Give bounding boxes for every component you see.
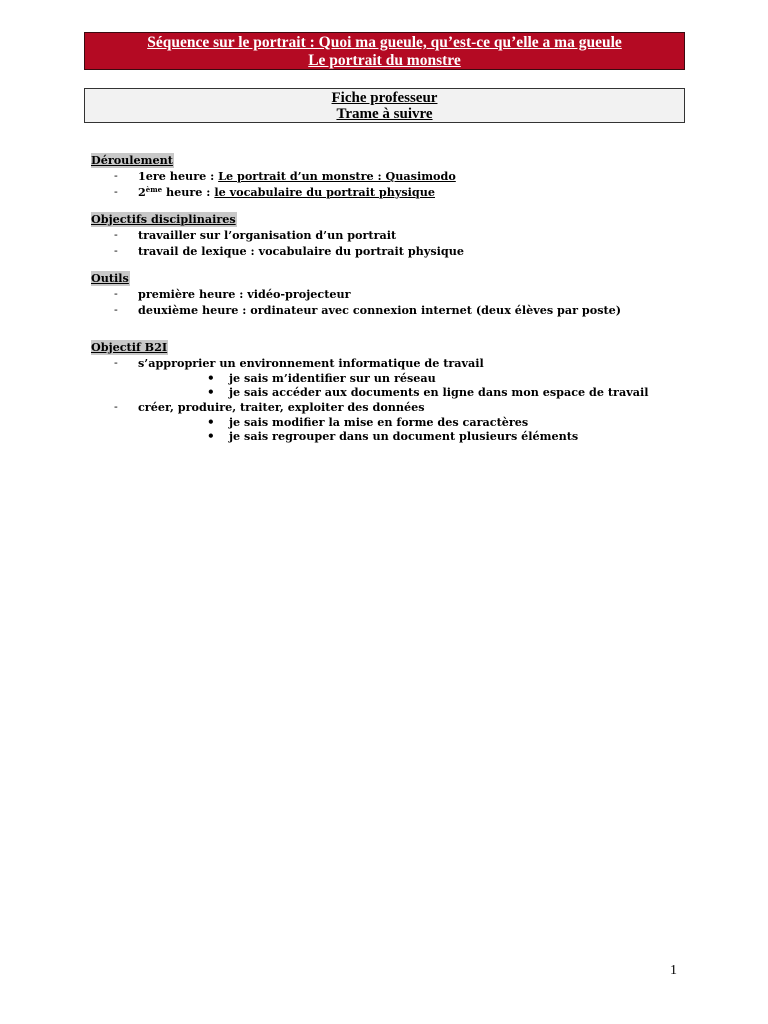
list-item	[91, 184, 691, 200]
item-prefix: 1ere heure :	[138, 169, 219, 183]
section-objectifs	[91, 212, 691, 259]
list-item	[91, 399, 691, 415]
item-number: 2	[138, 185, 146, 199]
dash-list	[91, 286, 691, 318]
section-heading: Objectifs disciplinaires	[91, 212, 236, 226]
page-number: 1	[670, 963, 677, 978]
section-deroulement	[91, 153, 691, 200]
bullet-item: • je sais m’identifier sur un réseau	[91, 371, 649, 385]
section-heading: Outils	[91, 271, 129, 285]
bullet-list	[91, 371, 691, 399]
document-body	[91, 153, 691, 443]
bullet-item: • je sais modifier la mise en forme des caractères	[91, 415, 649, 429]
item-text: créer, produire, traiter, exploiter des données	[138, 400, 425, 414]
bullet-item: • je sais accéder aux documents en ligne dans mon espace de travail	[91, 385, 649, 399]
section-outils	[91, 271, 691, 318]
list-item: - première heure : vidéo-projecteur	[91, 286, 691, 302]
section-heading: Déroulement	[91, 153, 173, 167]
teacher-sheet-subtitle: Trame à suivre	[336, 106, 433, 122]
item-superscript: ème	[145, 185, 163, 194]
dash-list	[91, 355, 691, 371]
list-item: - deuxième heure : ordinateur avec connexion internet (deux élèves par poste)	[91, 302, 691, 318]
teacher-sheet-box	[84, 88, 685, 123]
item-text: s’approprier un environnement informatique de travail	[138, 356, 484, 370]
sequence-title-banner	[84, 32, 685, 70]
dash-list	[91, 227, 691, 259]
dash-list	[91, 399, 691, 415]
section-heading: Objectif B2I	[91, 340, 168, 354]
list-item: - travailler sur l’organisation d’un portrait	[91, 227, 691, 243]
item-prefix: heure :	[162, 185, 215, 199]
bullet-list	[91, 415, 691, 443]
item-underlined: le vocabulaire du portrait physique	[214, 185, 435, 199]
section-b2i	[91, 340, 691, 443]
list-item	[91, 355, 691, 371]
sequence-title: Séquence sur le portrait : Quoi ma gueule, qu’est-ce qu’elle a ma gueule	[147, 34, 622, 51]
teacher-sheet-title: Fiche professeur	[331, 90, 438, 106]
list-item	[91, 168, 691, 184]
item-underlined: Le portrait d’un monstre : Quasimodo	[218, 169, 456, 183]
sequence-subtitle: Le portrait du monstre	[308, 52, 461, 69]
dash-list	[91, 168, 691, 200]
bullet-item: • je sais regrouper dans un document plusieurs éléments	[91, 429, 649, 443]
list-item: - travail de lexique : vocabulaire du portrait physique	[91, 243, 691, 259]
